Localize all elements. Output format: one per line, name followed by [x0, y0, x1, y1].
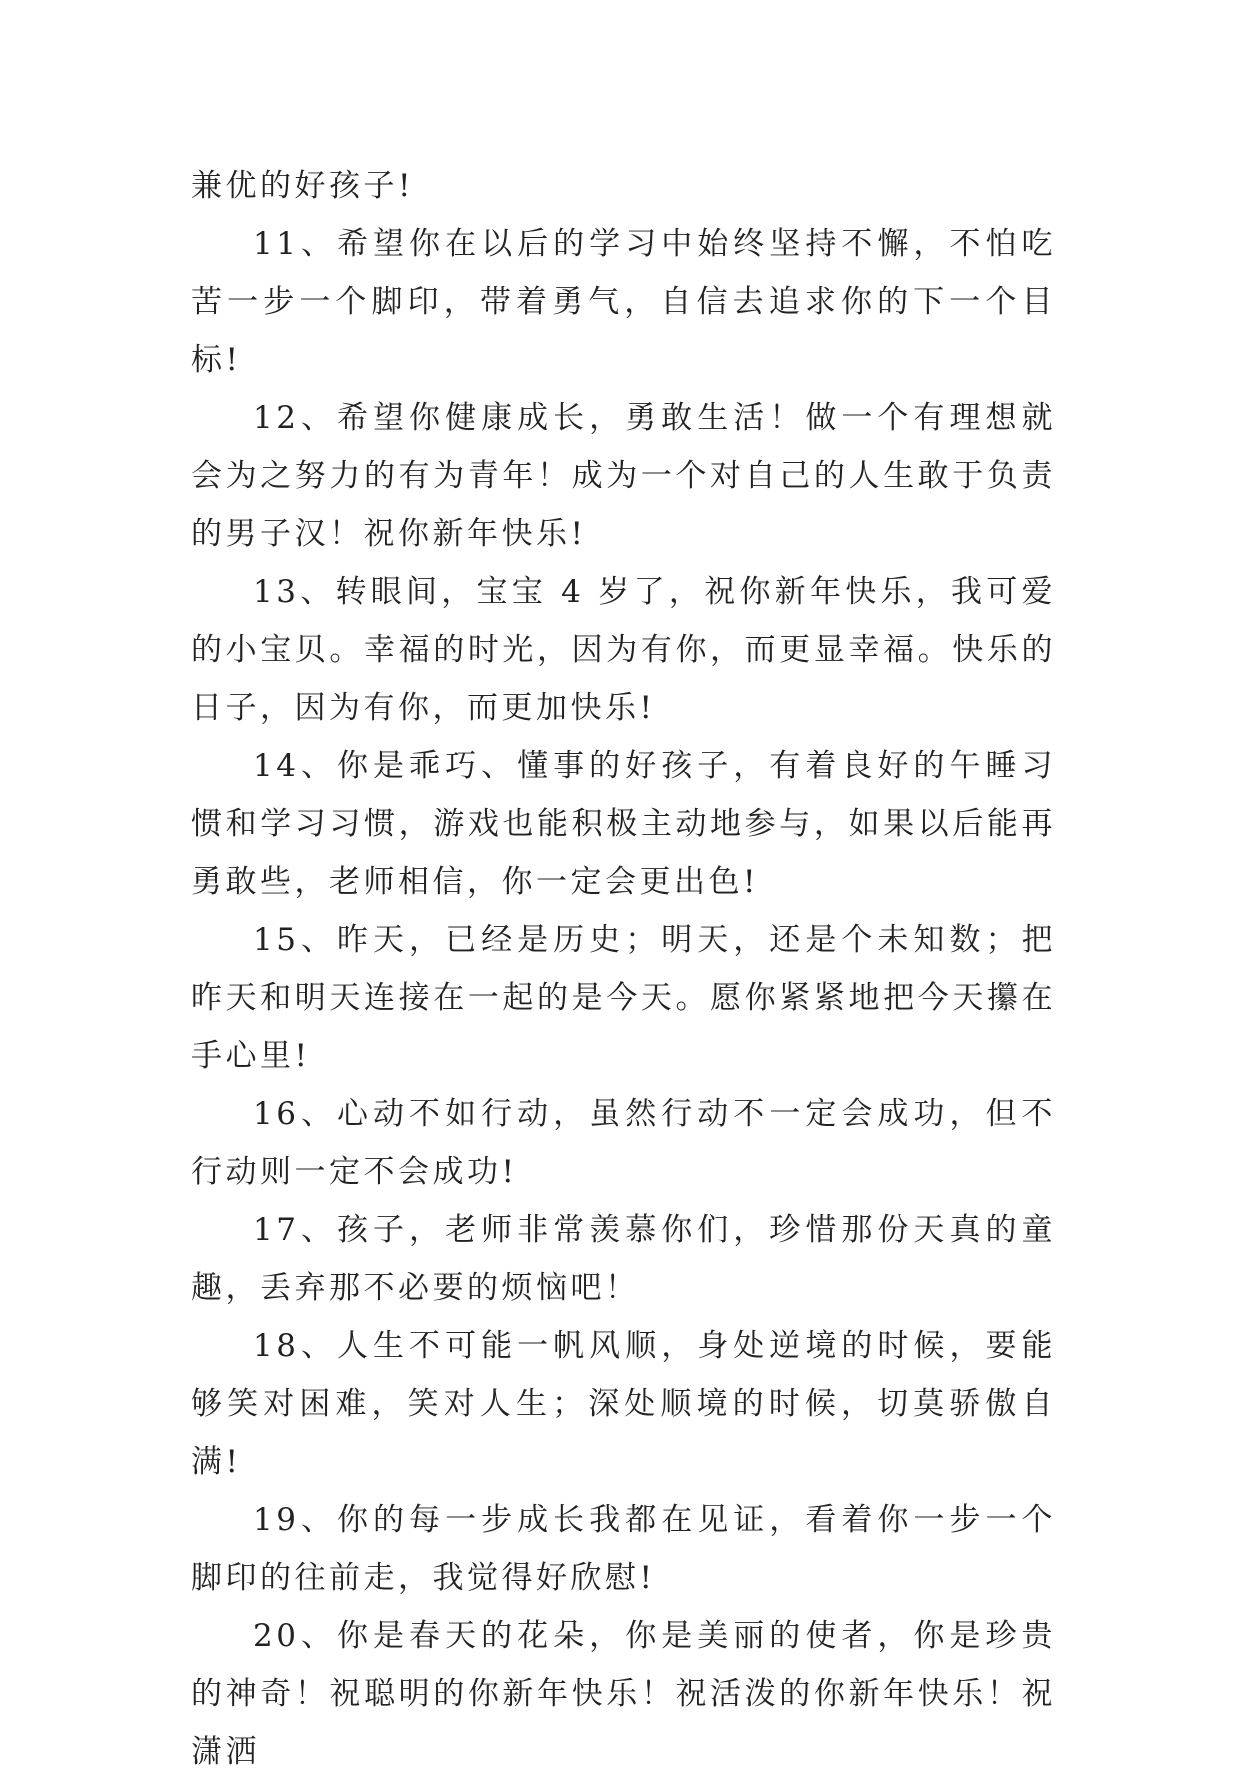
paragraph-item-20: 20、你是春天的花朵，你是美丽的使者，你是珍贵的神奇！祝聪明的你新年快乐！祝活泼的你新年快乐！祝潇洒: [191, 1618, 1056, 1770]
paragraph-item-11: 11、希望你在以后的学习中始终坚持不懈，不怕吃苦一步一个脚印，带着勇气，自信去追求你的下一个目标!: [191, 226, 1056, 378]
paragraph-item-15: 15、昨天，已经是历史；明天，还是个未知数；把昨天和明天连接在一起的是今天。愿你紧紧地把今天攥在手心里!: [191, 922, 1056, 1074]
paragraph-item-16: 16、心动不如行动，虽然行动不一定会成功，但不行动则一定不会成功!: [191, 1096, 1056, 1190]
paragraph-continuation: 兼优的好孩子!: [191, 168, 414, 204]
paragraph-item-12: 12、希望你健康成长，勇敢生活！做一个有理想就会为之努力的有为青年！成为一个对自己的人生敢于负责的男子汉！祝你新年快乐!: [191, 400, 1056, 552]
paragraph-item-17: 17、孩子，老师非常羡慕你们，珍惜那份天真的童趣，丢弃那不必要的烦恼吧！: [191, 1212, 1056, 1306]
paragraph-item-14: 14、你是乖巧、懂事的好孩子，有着良好的午睡习惯和学习习惯，游戏也能积极主动地参与，如果以后能再勇敢些，老师相信，你一定会更出色!: [191, 748, 1056, 900]
paragraph-item-18: 18、人生不可能一帆风顺，身处逆境的时候，要能够笑对困难，笑对人生；深处顺境的时候，切莫骄傲自满!: [191, 1328, 1056, 1480]
document-body: [191, 157, 1056, 1781]
paragraph-item-13: 13、转眼间，宝宝 4 岁了，祝你新年快乐，我可爱的小宝贝。幸福的时光，因为有你，而更显幸福。快乐的日子，因为有你，而更加快乐!: [191, 574, 1056, 726]
paragraph-item-19: 19、你的每一步成长我都在见证，看着你一步一个脚印的往前走，我觉得好欣慰!: [191, 1502, 1056, 1596]
